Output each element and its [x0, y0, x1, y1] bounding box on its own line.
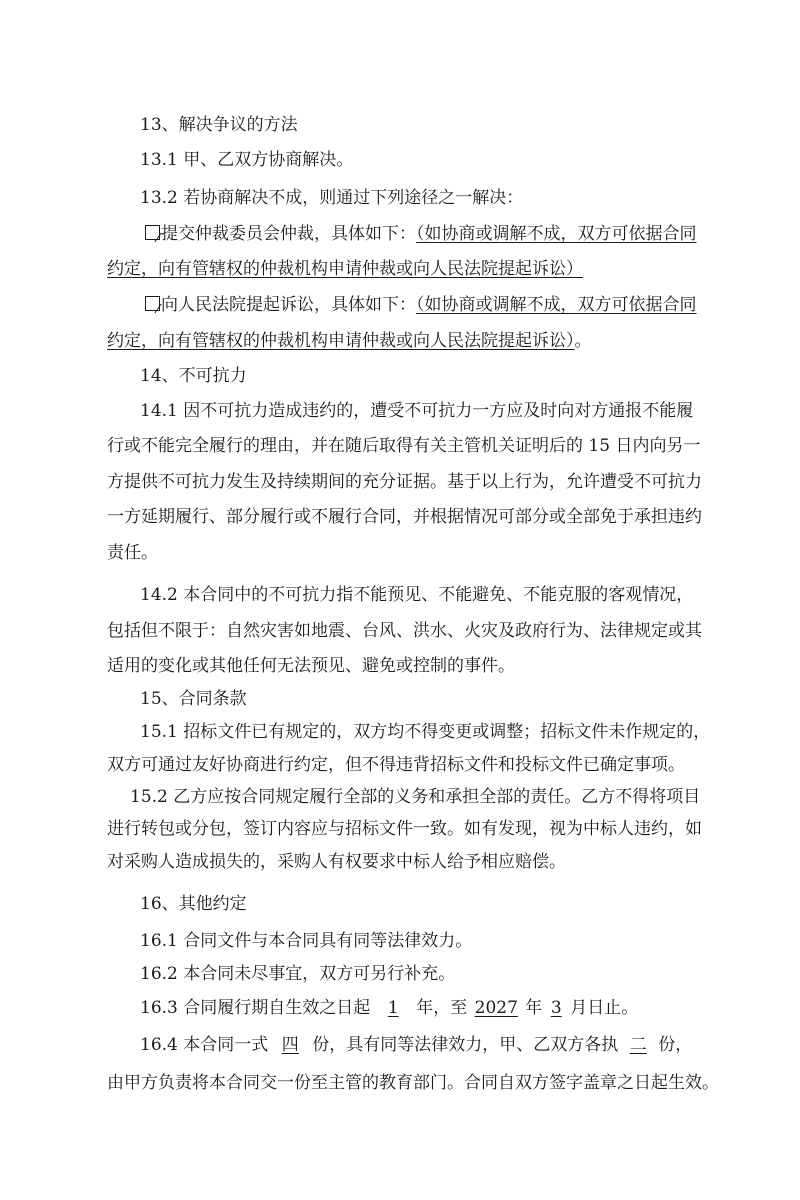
clause-16-4-line-2: 由甲方负责将本合同交一份至主管的教育部门。合同自双方签字盖章之日起生效。: [107, 1073, 719, 1093]
clause-16-3-text-d: 月日止。: [570, 998, 639, 1018]
checked-checkbox-icon: [145, 296, 160, 311]
clause-13-2: 13.2 若协商解决不成，则通过下列途径之一解决：: [140, 188, 524, 208]
option-arbitration-prefix: 提交仲裁委员会仲裁，具体如下：: [161, 224, 416, 244]
clause-14-1-line: 责任。: [107, 543, 158, 563]
section-16-heading: 16、其他约定: [140, 894, 247, 914]
clause-16-4-text-c: 份，: [658, 1035, 693, 1055]
section-14-heading: 14、不可抗力: [140, 366, 247, 386]
end-year-field: 2027: [474, 998, 518, 1018]
clause-14-2-line: 包括但不限于：自然灾害如地震、台风、洪水、火灾及政府行为、法律规定或其: [107, 621, 702, 641]
clause-16-3-text-a: 16.3 合同履行期自生效之日起: [140, 998, 371, 1018]
option-litigation-line-2: [107, 329, 592, 353]
clause-16-4-text-a: 16.4 本合同一式: [140, 1035, 269, 1055]
clause-16-2: 16.2 本合同未尽事宜，双方可另行补充。: [140, 964, 456, 984]
clause-15-1-line: 15.1 招标文件已有规定的，双方均不得变更或调整；招标文件未作规定的，: [140, 722, 711, 742]
clause-13-1: 13.1 甲、乙双方协商解决。: [140, 150, 354, 170]
end-month-field: 3: [550, 998, 562, 1018]
clause-15-2-line: 对采购人造成损失的，采购人有权要求中标人给予相应赔偿。: [107, 852, 566, 872]
clause-14-1-line: 方提供不可抗力发生及持续期间的充分证据。基于以上行为，允许遭受不可抗力: [107, 472, 702, 492]
term-years-field: 1: [387, 998, 399, 1018]
option-arbitration-detail-1: （如协商或调解不成，双方可依据合同: [416, 224, 697, 244]
clause-16-4: [140, 1033, 692, 1057]
option-litigation-end: 。: [574, 331, 592, 351]
option-arbitration-detail-2: 约定，向有管辖权的仲裁机构申请仲裁或向人民法院提起诉讼）: [107, 259, 583, 279]
copies-each-field: 二: [629, 1035, 647, 1055]
clause-14-2-line: 适用的变化或其他任何无法预见、避免或控制的事件。: [107, 656, 515, 676]
section-13-heading: 13、解决争议的方法: [140, 115, 298, 135]
option-litigation-prefix: 向人民法院提起诉讼，具体如下：: [161, 295, 416, 315]
clause-16-3-text-c: 年: [525, 998, 543, 1018]
copies-total-field: 四: [281, 1035, 299, 1055]
checked-checkbox-icon: [145, 225, 160, 240]
option-arbitration: [145, 222, 697, 246]
option-litigation: [145, 293, 697, 317]
clause-15-1-line: 双方可通过友好协商进行约定，但不得违背招标文件和投标文件已确定事项。: [107, 755, 685, 775]
clause-16-1: 16.1 合同文件与本合同具有同等法律效力。: [140, 931, 473, 951]
clause-14-1-line: 行或不能完全履行的理由，并在随后取得有关主管机关证明后的 15 日内向另一: [107, 436, 701, 456]
clause-16-3: [140, 996, 638, 1020]
clause-15-2-line: 进行转包或分包，签订内容应与招标文件一致。如有发现，视为中标人违约，如: [107, 819, 702, 839]
clause-16-4-text-b: 份，具有同等法律效力，甲、乙双方各执: [312, 1035, 619, 1055]
section-15-heading: 15、合同条款: [140, 689, 247, 709]
clause-14-1-line: 14.1 因不可抗力造成违约的，遭受不可抗力一方应及时向对方通报不能履: [140, 401, 694, 421]
clause-14-1-line: 一方延期履行、部分履行或不履行合同，并根据情况可部分或全部免于承担违约: [107, 507, 702, 527]
option-litigation-detail-1: （如协商或调解不成，双方可依据合同: [416, 295, 697, 315]
option-litigation-detail-2: 约定，向有管辖权的仲裁机构申请仲裁或向人民法院提起诉讼）: [107, 331, 575, 351]
clause-14-2-line: 14.2 本合同中的不可抗力指不能预见、不能避免、不能克服的客观情况，: [140, 585, 694, 605]
clause-15-2-line: 15.2 乙方应按合同规定履行全部的义务和承担全部的责任。乙方不得将项目: [130, 787, 701, 807]
option-arbitration-line-2: [107, 257, 583, 281]
clause-16-3-text-b: 年，至: [416, 998, 468, 1018]
